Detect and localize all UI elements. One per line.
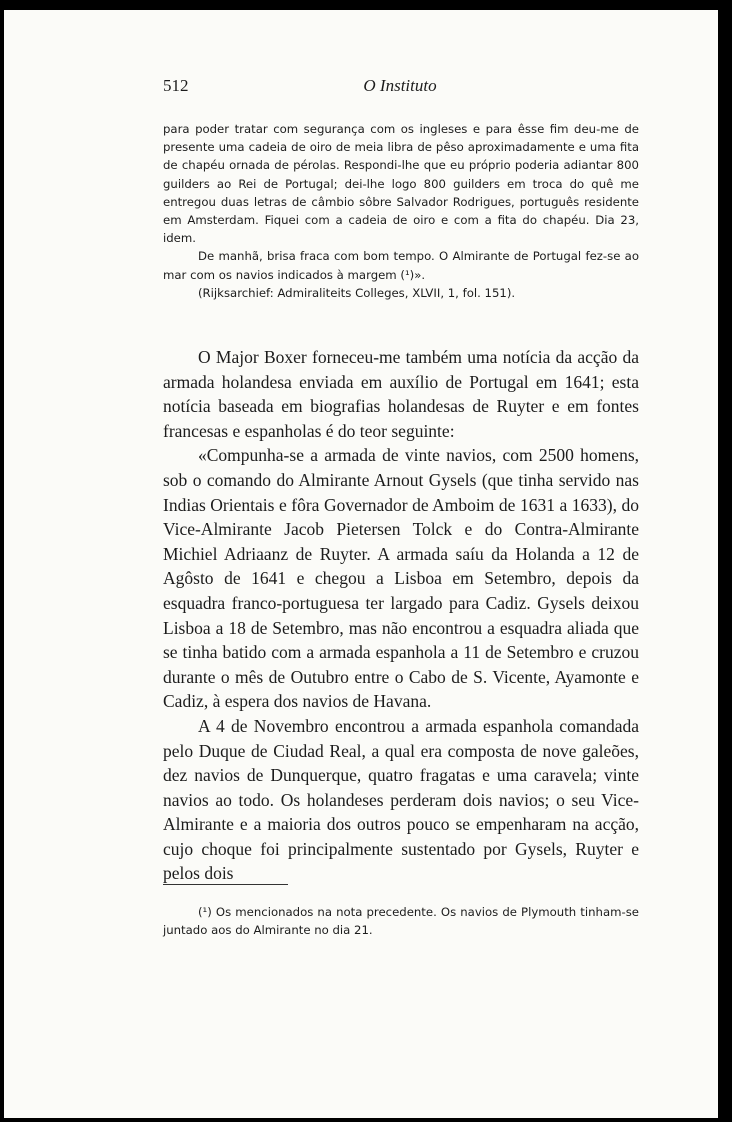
footnote-text: (¹) Os mencionados na nota precedente. Os navios de Plymouth tinham-se juntado aos do Almirante no dia 21.: [163, 905, 639, 937]
scan-border-top: [0, 0, 732, 10]
body-paragraph: O Major Boxer forneceu-me também uma notícia da acção da armada holandesa enviada em auxílio de Portugal em 1641; esta notícia baseada em biografias holandesas de Ruyter e em fontes francesas e espanholas é do teor seguinte:: [163, 347, 639, 441]
scan-border-right: [718, 0, 732, 1122]
scan-border-left: [0, 0, 4, 1122]
main-text: [163, 345, 639, 886]
quoted-passage: [163, 120, 639, 302]
footnote: [163, 903, 639, 939]
scan-border-bottom: [0, 1118, 732, 1122]
body-paragraph: A 4 de Novembro encontrou a armada espanhola comandada pelo Duque de Ciudad Real, a qual era composta de nove galeões, dez navios de Dunquerque, quatro fragatas e uma caravela; vinte navios ao todo. Os holandeses perderam dois navios; o seu Vice-Almirante e a maioria dos outros pouco se empenharam na acção, cujo choque foi principalmente sustentado por Gysels, Ruyter e pelos dois: [163, 715, 639, 884]
page-number: 512: [163, 76, 189, 95]
body-paragraph: «Compunha-se a armada de vinte navios, com 2500 homens, sob o comando do Almirante Arnout Gysels (que tinha servido nas Indias Orientais e fôra Governador de Amboim de 1631 a 1633), do Vice-Almirante Jacob Pietersen Tolck e do Contra-Almirante Michiel Adriaanz de Ruyter. A armada saíu da Holanda a 12 de Agôsto de 1641 e chegou a Lisboa em Setembro, depois da esquadra franco-portuguesa ter largado para Cadiz. Gysels deixou Lisboa a 18 de Setembro, mas não encontrou a esquadra aliada que se tinha batido com a armada espanhola a 11 de Setembro e cruzou durante o mês de Outubro entre o Cabo de S. Vicente, Ayamonte e Cadiz, à espera dos navios de Havana.: [163, 445, 639, 712]
running-title: O Instituto: [363, 76, 437, 95]
quote-paragraph: De manhã, brisa fraca com bom tempo. O Almirante de Portugal fez-se ao mar com os navios indicados à margem (¹)».: [163, 249, 639, 282]
quote-paragraph: para poder tratar com segurança com os ingleses e para êsse fim deu-me de presente uma cadeia de oiro de meia libra de pêso aproximadamente e uma fita de chapéu ornada de pérolas. Respondi-lhe que eu próprio poderia adiantar 800 guilders ao Rei de Portugal; dei-lhe logo 800 guilders em troca do quê me entregou duas letras de câmbio sôbre Salvador Rodrigues, português residente em Amsterdam. Fiquei com a cadeia de oiro e com a fita do chapéu. Dia 23, idem.: [163, 122, 639, 246]
page-header: [163, 76, 637, 100]
footnote-rule: [163, 884, 288, 885]
quote-citation: (Rijksarchief: Admiraliteits Colleges, XLVII, 1, fol. 151).: [198, 285, 516, 300]
